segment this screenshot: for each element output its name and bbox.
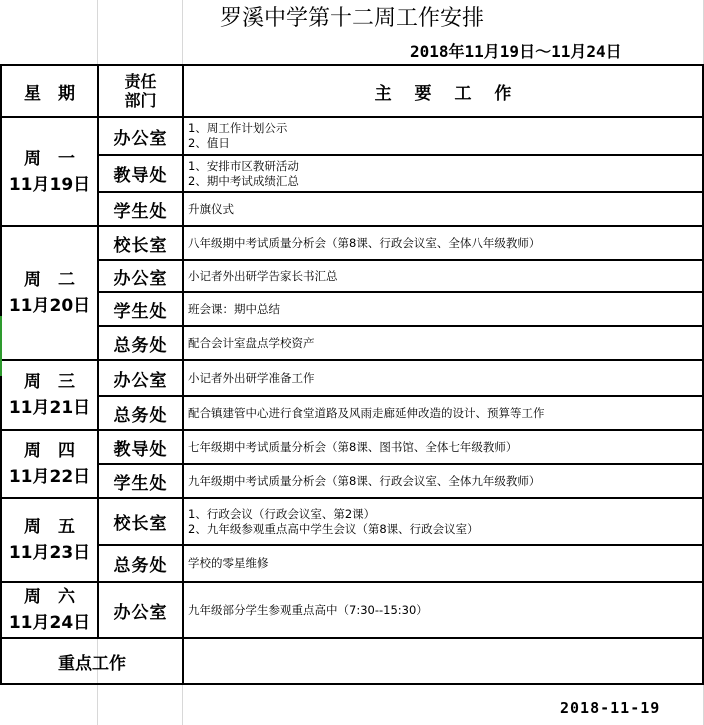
- day-name: 周 一: [24, 148, 75, 169]
- schedule-row: [1, 326, 703, 360]
- dept-cell[interactable]: 总务处: [98, 326, 183, 360]
- schedule-row: [1, 292, 703, 326]
- day-cell[interactable]: [1, 226, 98, 360]
- task-line: 九年级部分学生参观重点高中（7:30--15:30）: [188, 602, 428, 617]
- schedule-row: [1, 545, 703, 582]
- task-line: 九年级期中考试质量分析会（第8课、行政会议室、全体九年级教师）: [188, 473, 541, 488]
- schedule-row: [1, 430, 703, 464]
- header-dept-line2: 部门: [124, 91, 157, 110]
- task-cell[interactable]: [183, 155, 703, 192]
- task-cell[interactable]: [183, 326, 703, 360]
- day-date: 11月24日: [8, 613, 91, 633]
- dept-cell[interactable]: 校长室: [98, 498, 183, 545]
- task-cell[interactable]: [183, 117, 703, 155]
- task-cell[interactable]: [183, 464, 703, 498]
- task-cell[interactable]: [183, 498, 703, 545]
- day-cell[interactable]: [1, 117, 98, 226]
- day-date: 11月20日: [8, 296, 91, 316]
- day-name: 周 四: [24, 441, 75, 461]
- day-cell[interactable]: [1, 360, 98, 430]
- key-work-content[interactable]: [183, 638, 703, 684]
- schedule-row: [1, 192, 703, 226]
- task-cell[interactable]: [183, 430, 703, 464]
- dept-cell[interactable]: 办公室: [98, 117, 183, 155]
- task-line: 班会课：期中总结: [188, 301, 280, 316]
- dept-cell[interactable]: 教导处: [98, 155, 183, 192]
- day-date: 11月22日: [8, 467, 91, 487]
- date-range: 2018年11月19日～11月24日: [410, 42, 622, 61]
- schedule-row: [1, 117, 703, 155]
- day-date: 11月23日: [8, 543, 91, 563]
- task-line: 2、九年级参观重点高中学生会议（第8课、行政会议室）: [188, 521, 479, 536]
- dept-cell[interactable]: 教导处: [98, 430, 183, 464]
- header-dept: [98, 65, 183, 117]
- task-cell[interactable]: [183, 260, 703, 292]
- dept-cell[interactable]: 校长室: [98, 226, 183, 260]
- day-cell[interactable]: [1, 582, 98, 638]
- cell-selection-marker: [0, 316, 2, 376]
- dept-cell[interactable]: 总务处: [98, 396, 183, 430]
- day-cell[interactable]: [1, 498, 98, 582]
- day-name: 周 六: [24, 587, 75, 607]
- day-date: 11月21日: [8, 398, 91, 418]
- key-work-row: [1, 638, 703, 684]
- day-cell[interactable]: [1, 430, 98, 498]
- task-line: 1、行政会议（行政会议室、第2课）: [188, 506, 376, 521]
- header-day: 星 期: [1, 65, 98, 117]
- footer-date: 2018-11-19: [560, 699, 661, 717]
- task-line: 七年级期中考试质量分析会（第8课、图书馆、全体七年级教师）: [188, 439, 518, 454]
- task-line: 2、值日: [188, 136, 230, 150]
- schedule-row: [1, 396, 703, 430]
- task-line: 小记者外出研学准备工作: [188, 370, 315, 385]
- task-line: 1、周工作计划公示: [188, 121, 288, 135]
- dept-cell[interactable]: 办公室: [98, 582, 183, 638]
- task-cell[interactable]: [183, 292, 703, 326]
- dept-cell[interactable]: 学生处: [98, 464, 183, 498]
- task-cell[interactable]: [183, 396, 703, 430]
- schedule-row: [1, 360, 703, 396]
- header-dept-line1: 责任: [124, 72, 157, 91]
- task-cell[interactable]: [183, 545, 703, 582]
- task-line: 八年级期中考试质量分析会（第8课、行政会议室、全体八年级教师）: [188, 235, 541, 250]
- task-line: 配合会计室盘点学校资产: [188, 335, 315, 350]
- task-line: 学校的零星维修: [188, 556, 269, 570]
- key-work-label: 重点工作: [1, 638, 183, 684]
- dept-cell[interactable]: 办公室: [98, 360, 183, 396]
- task-line: 升旗仪式: [188, 201, 234, 216]
- task-cell[interactable]: [183, 226, 703, 260]
- header-row: [1, 65, 703, 117]
- task-cell[interactable]: [183, 192, 703, 226]
- day-name: 周 二: [24, 270, 75, 290]
- task-line: 配合镇建管中心进行食堂道路及风雨走廊延伸改造的设计、预算等工作: [188, 405, 545, 420]
- schedule-row: [1, 226, 703, 260]
- schedule-row: [1, 260, 703, 292]
- day-name: 周 三: [24, 372, 75, 392]
- schedule-row: [1, 582, 703, 638]
- dept-cell[interactable]: 学生处: [98, 192, 183, 226]
- schedule-row: [1, 464, 703, 498]
- schedule-row: [1, 498, 703, 545]
- schedule-table: [0, 64, 704, 685]
- task-line: 2、期中考试成绩汇总: [188, 173, 299, 188]
- task-line: 1、安排市区教研活动: [188, 158, 299, 173]
- task-line: 小记者外出研学告家长书汇总: [188, 268, 338, 283]
- page-title: 罗溪中学第十二周工作安排: [219, 6, 484, 31]
- header-work: 主 要 工 作: [183, 65, 703, 117]
- day-name: 周 五: [24, 517, 75, 537]
- task-cell[interactable]: [183, 582, 703, 638]
- dept-cell[interactable]: 学生处: [98, 292, 183, 326]
- dept-cell[interactable]: 办公室: [98, 260, 183, 292]
- dept-cell[interactable]: 总务处: [98, 545, 183, 582]
- day-date: 11月19日: [8, 174, 91, 195]
- schedule-row: [1, 155, 703, 192]
- task-cell[interactable]: [183, 360, 703, 396]
